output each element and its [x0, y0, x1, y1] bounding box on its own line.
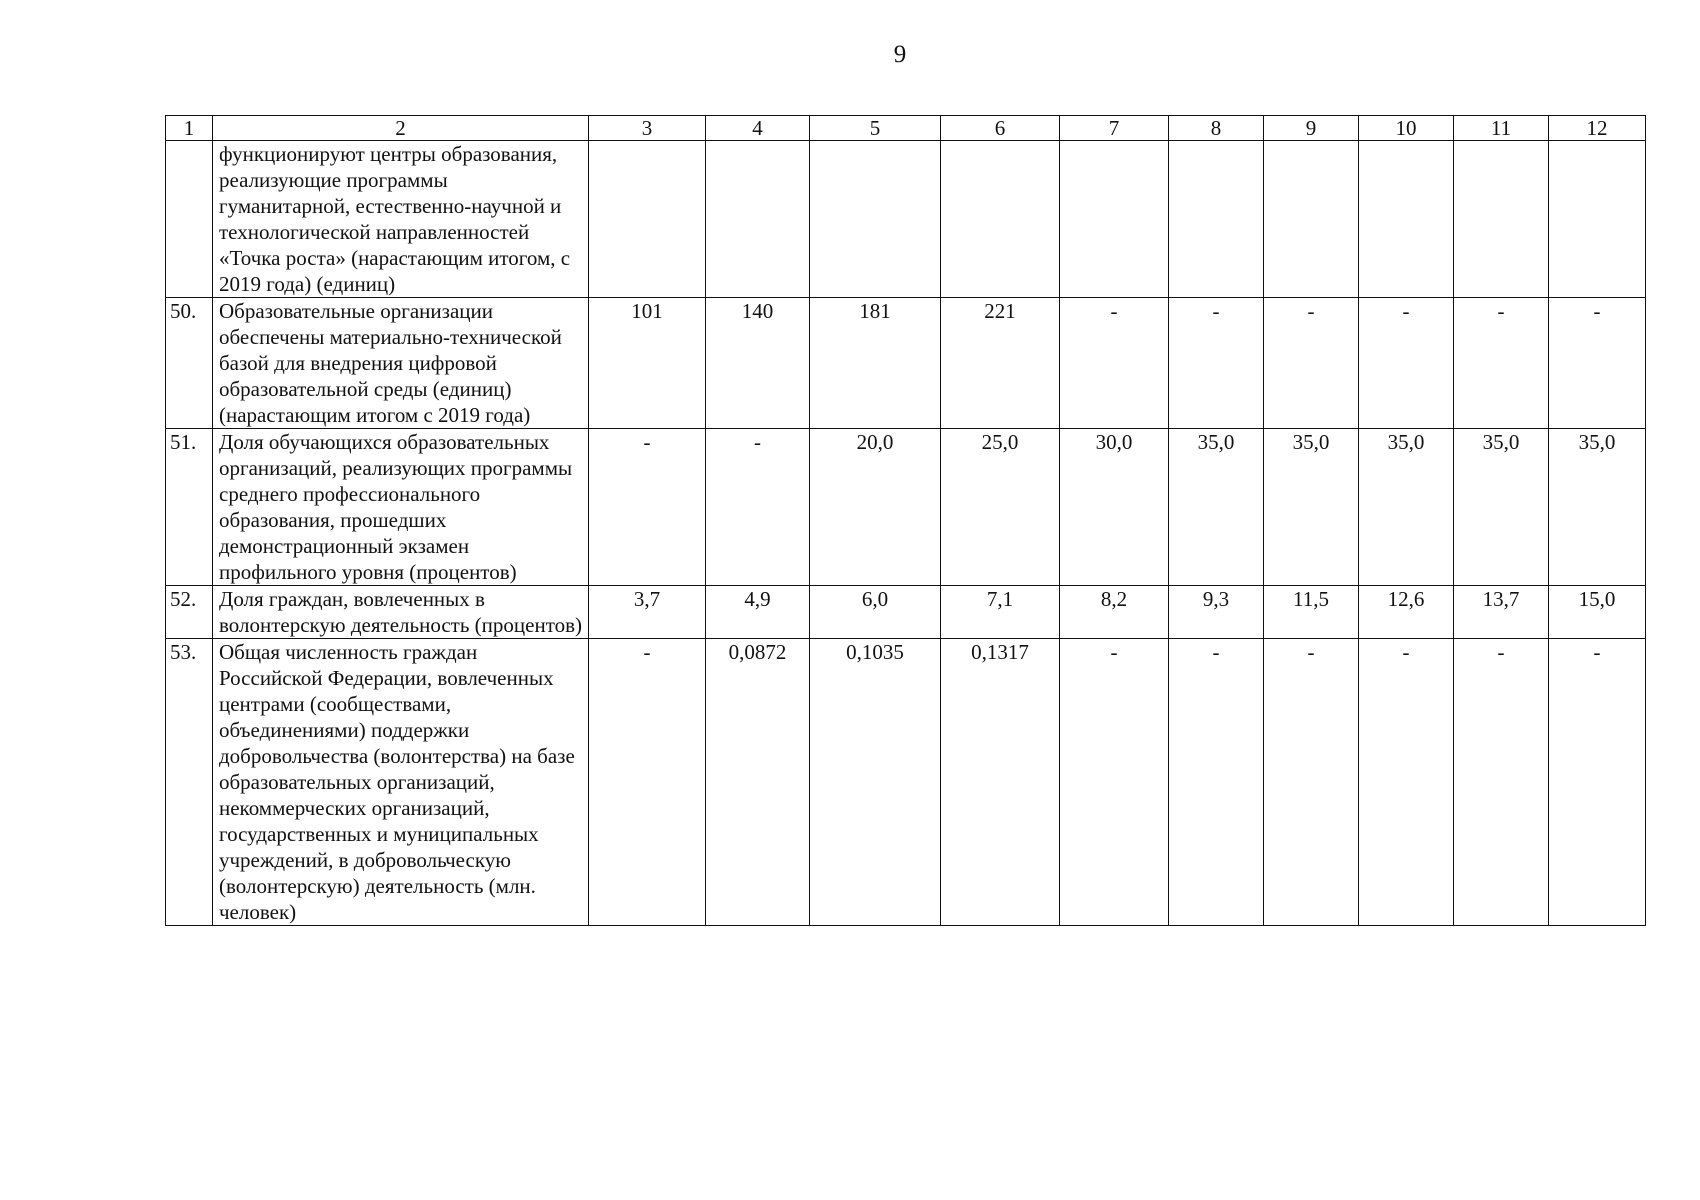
value-cell: 3,7	[589, 586, 706, 639]
value-cell: 35,0	[1264, 429, 1359, 586]
value-cell: -	[1169, 298, 1264, 429]
value-cell	[589, 141, 706, 298]
value-cell: 11,5	[1264, 586, 1359, 639]
table-row	[166, 586, 1646, 639]
value-cell: 35,0	[1169, 429, 1264, 586]
row-description: функционируют центры образования, реализующие программы гуманитарной, естественно-научной и технологической направленностей «Точка роста» (нарастающим итогом, с 2019 года) (единиц)	[213, 141, 589, 298]
table-row	[166, 639, 1646, 926]
value-cell: 15,0	[1549, 586, 1646, 639]
value-cell: 0,1035	[810, 639, 941, 926]
value-cell: 25,0	[941, 429, 1060, 586]
row-description: Образовательные организации обеспечены материально-технической базой для внедрения цифровой образовательной среды (единиц) (нарастающим итогом с 2019 года)	[213, 298, 589, 429]
value-cell	[1169, 141, 1264, 298]
value-cell: -	[1060, 639, 1169, 926]
value-cell: 8,2	[1060, 586, 1169, 639]
value-cell: 30,0	[1060, 429, 1169, 586]
header-cell: 3	[589, 116, 706, 141]
value-cell: -	[1359, 639, 1454, 926]
row-number: 53.	[166, 639, 213, 926]
value-cell: -	[589, 639, 706, 926]
indicators-table	[165, 115, 1646, 926]
table-row	[166, 141, 1646, 298]
table-row	[166, 298, 1646, 429]
value-cell: 101	[589, 298, 706, 429]
value-cell: -	[1549, 298, 1646, 429]
value-cell	[1264, 141, 1359, 298]
value-cell: -	[1264, 298, 1359, 429]
value-cell	[1549, 141, 1646, 298]
value-cell	[810, 141, 941, 298]
value-cell: -	[1454, 639, 1549, 926]
header-cell: 10	[1359, 116, 1454, 141]
header-cell: 9	[1264, 116, 1359, 141]
value-cell: 13,7	[1454, 586, 1549, 639]
header-cell: 2	[213, 116, 589, 141]
row-number: 51.	[166, 429, 213, 586]
value-cell: -	[1169, 639, 1264, 926]
value-cell: -	[1264, 639, 1359, 926]
value-cell: 20,0	[810, 429, 941, 586]
value-cell: 35,0	[1549, 429, 1646, 586]
value-cell: 140	[706, 298, 810, 429]
value-cell: -	[706, 429, 810, 586]
header-cell: 11	[1454, 116, 1549, 141]
value-cell	[941, 141, 1060, 298]
value-cell: 35,0	[1359, 429, 1454, 586]
value-cell: 6,0	[810, 586, 941, 639]
header-cell: 5	[810, 116, 941, 141]
value-cell: 181	[810, 298, 941, 429]
value-cell	[1060, 141, 1169, 298]
row-number	[166, 141, 213, 298]
value-cell	[706, 141, 810, 298]
header-cell: 7	[1060, 116, 1169, 141]
value-cell: 12,6	[1359, 586, 1454, 639]
value-cell: -	[1060, 298, 1169, 429]
value-cell: 4,9	[706, 586, 810, 639]
value-cell: -	[1454, 298, 1549, 429]
row-description: Доля обучающихся образовательных организаций, реализующих программы среднего профессионального образования, прошедших демонстрационный экзамен профильного уровня (процентов)	[213, 429, 589, 586]
row-number: 50.	[166, 298, 213, 429]
row-description: Доля граждан, вовлеченных в волонтерскую деятельность (процентов)	[213, 586, 589, 639]
header-cell: 6	[941, 116, 1060, 141]
value-cell	[1454, 141, 1549, 298]
value-cell: -	[589, 429, 706, 586]
header-cell: 4	[706, 116, 810, 141]
row-description: Общая численность граждан Российской Федерации, вовлеченных центрами (сообществами, объединениями) поддержки добровольчества (волонтерства) на базе образовательных организаций, некоммерческих организаций, государственных и муниципальных учреждений, в добровольческую (волонтерскую) деятельность (млн. человек)	[213, 639, 589, 926]
value-cell: 35,0	[1454, 429, 1549, 586]
value-cell: 7,1	[941, 586, 1060, 639]
table-header-row	[166, 116, 1646, 141]
table-row	[166, 429, 1646, 586]
header-cell: 1	[166, 116, 213, 141]
header-cell: 8	[1169, 116, 1264, 141]
page-number: 9	[893, 41, 907, 68]
value-cell: 0,1317	[941, 639, 1060, 926]
value-cell: 9,3	[1169, 586, 1264, 639]
value-cell: -	[1549, 639, 1646, 926]
header-cell: 12	[1549, 116, 1646, 141]
value-cell	[1359, 141, 1454, 298]
row-number: 52.	[166, 586, 213, 639]
value-cell: 0,0872	[706, 639, 810, 926]
value-cell: 221	[941, 298, 1060, 429]
value-cell: -	[1359, 298, 1454, 429]
